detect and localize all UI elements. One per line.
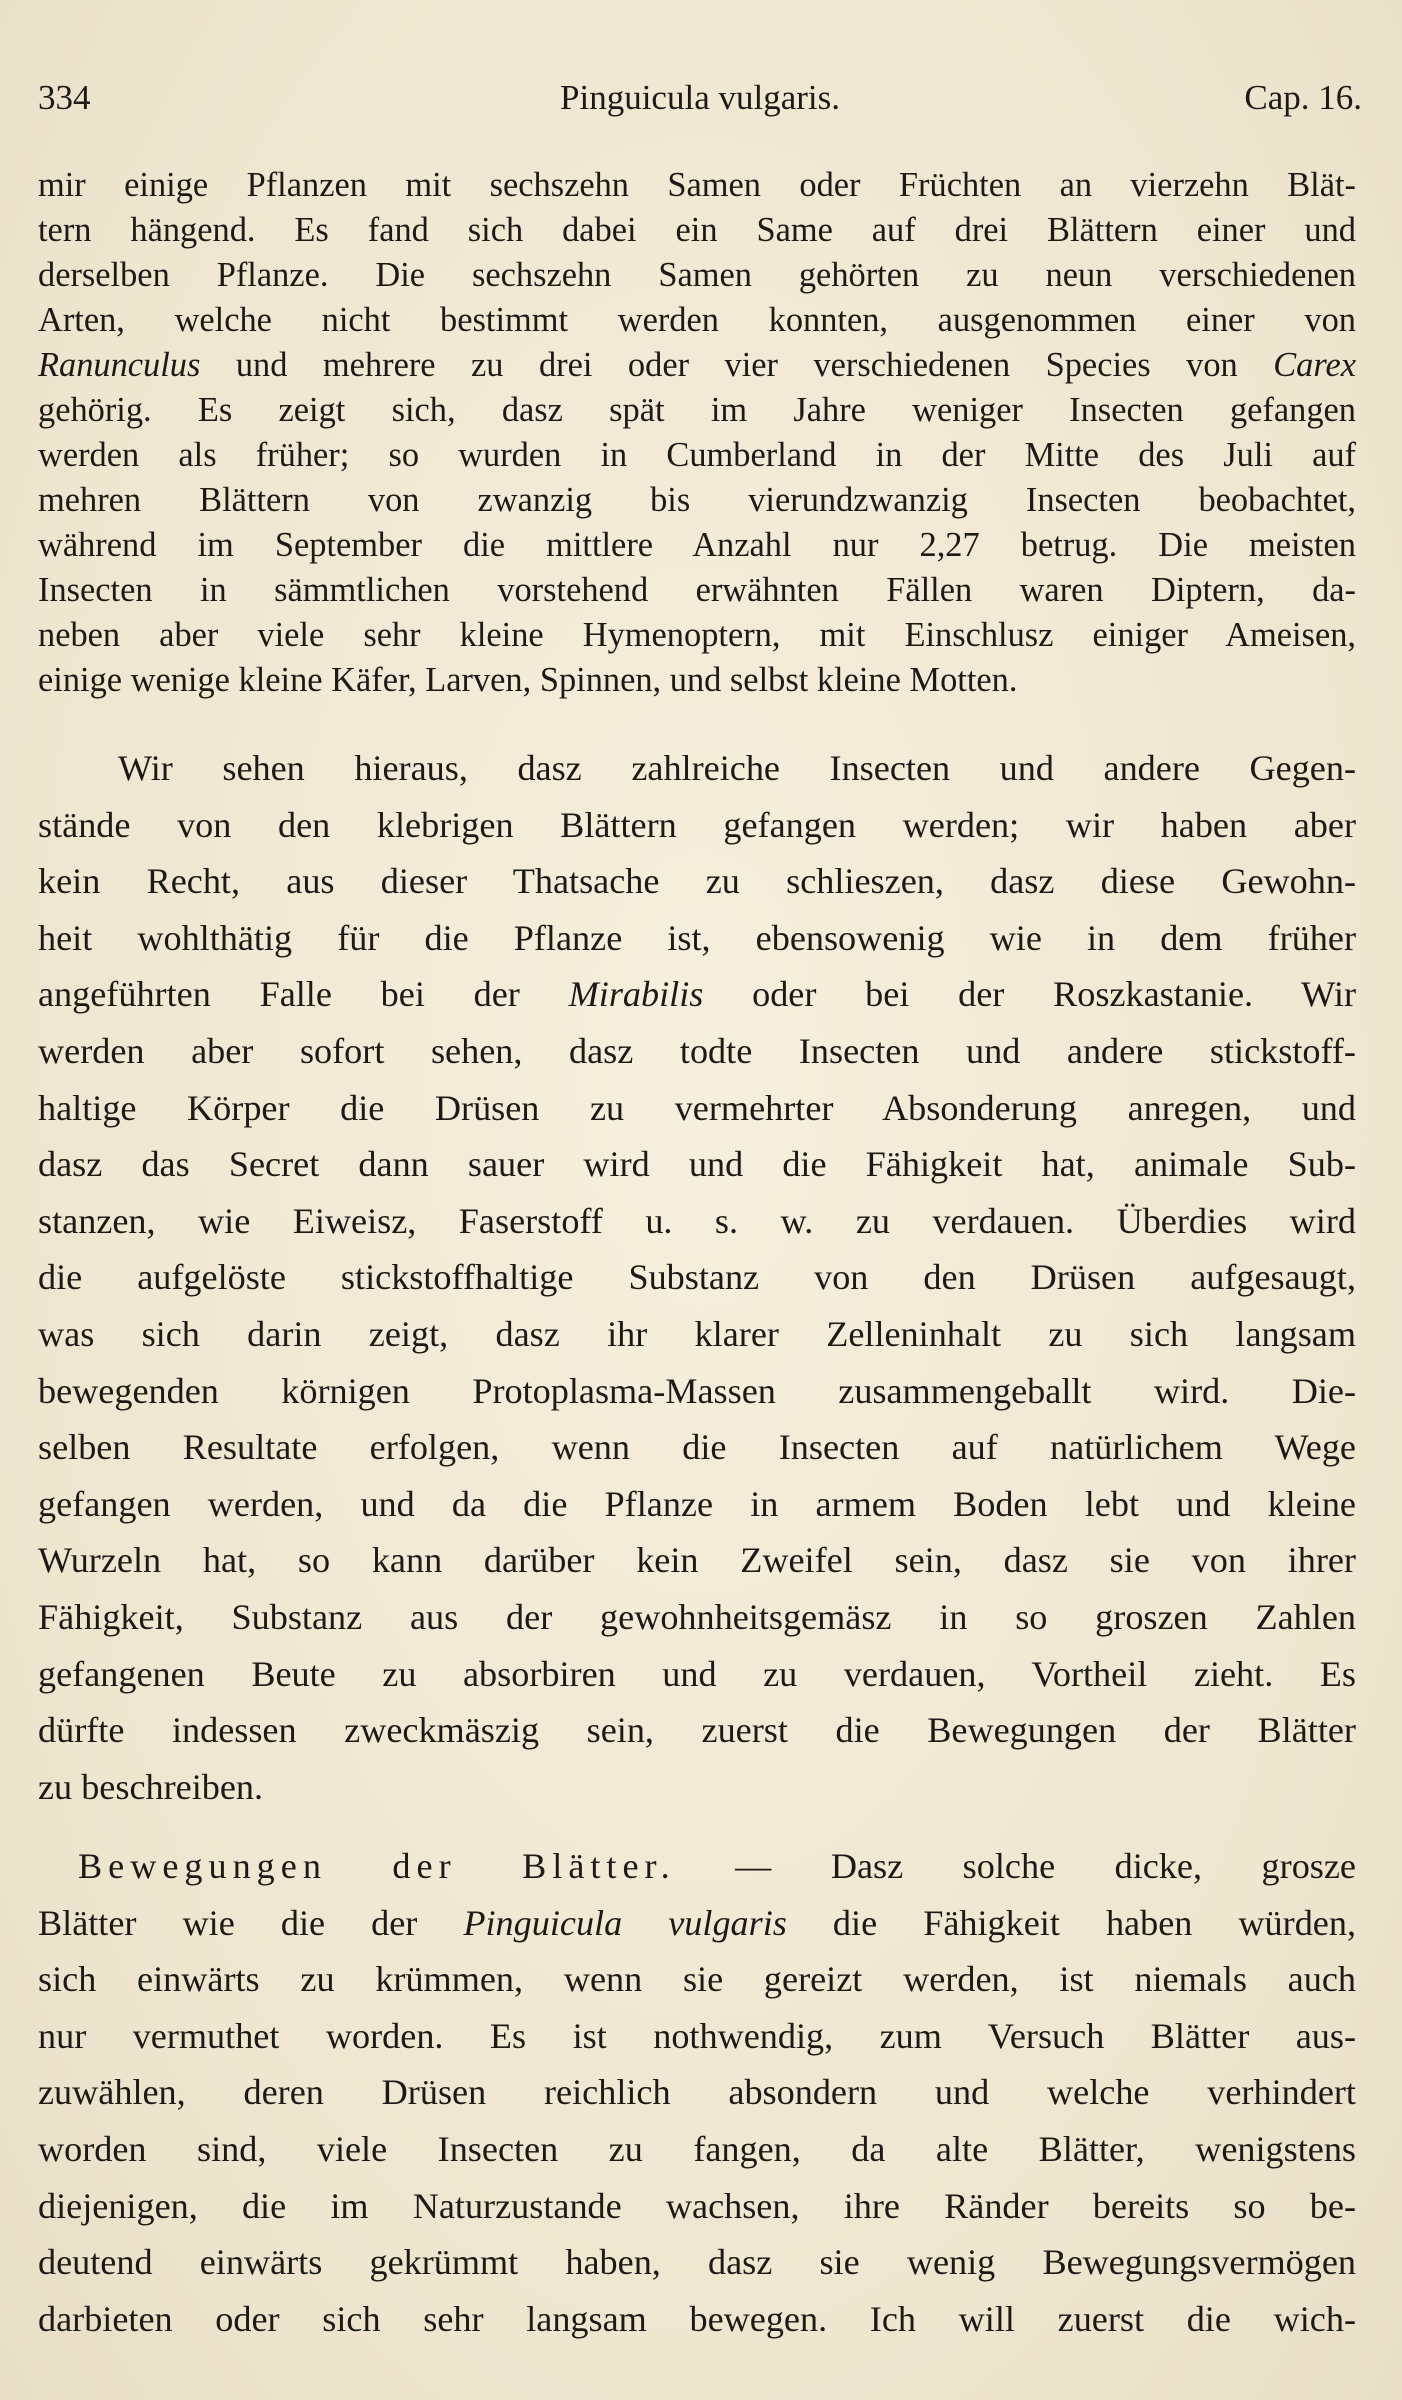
paragraph-3 [38, 1848, 1356, 2357]
paragraph-1 [38, 168, 1356, 708]
text-line: stände von den klebrigen Blättern gefangen werden; wir haben aber [38, 806, 1356, 845]
text-line: sich einwärts zu krümmen, wenn sie gereizt werden, ist niemals auch [38, 1961, 1356, 2000]
text-line: Wurzeln hat, so kann darüber kein Zweifel sein, dasz sie von ihrer [38, 1542, 1356, 1581]
italic-term: Ranunculus [38, 348, 201, 384]
text-line: werden aber sofort sehen, dasz todte Insecten und andere stickstoff- [38, 1032, 1356, 1071]
section-heading: Bewegungen der Blätter. [78, 1848, 676, 1886]
text-line: neben aber viele sehr kleine Hymenoptern, mit Einschlusz einiger Ameisen, [38, 618, 1356, 654]
text-line: Insecten in sämmtlichen vorstehend erwähnten Fällen waren Diptern, da- [38, 573, 1356, 609]
text-line: Arten, welche nicht bestimmt werden konnten, ausgenommen einer von [38, 303, 1356, 339]
text-line: werden als früher; so wurden in Cumberland in der Mitte des Juli auf [38, 438, 1356, 474]
text-line: mehren Blättern von zwanzig bis vierundzwanzig Insecten beobachtet, [38, 483, 1356, 519]
text-line: dasz das Secret dann sauer wird und die Fähigkeit hat, animale Sub- [38, 1146, 1356, 1185]
italic-term: Carex [1273, 348, 1356, 384]
text-line: worden sind, viele Insecten zu fangen, da alte Blätter, wenigstens [38, 2130, 1356, 2169]
text-line: nur vermuthet worden. Es ist nothwendig, zum Versuch Blätter aus- [38, 2017, 1356, 2056]
italic-term: Pinguicula vulgaris [463, 1904, 787, 1943]
text-line: haltige Körper die Drüsen zu vermehrter Absonderung anregen, und [38, 1089, 1356, 1128]
page-number: 334 [38, 78, 91, 117]
text-line: während im September die mittlere Anzahl nur 2,27 betrug. Die meisten [38, 528, 1356, 564]
text-line: selben Resultate erfolgen, wenn die Insecten auf natürlichem Wege [38, 1429, 1356, 1468]
text-line: deutend einwärts gekrümmt haben, dasz sie wenig Bewegungsvermögen [38, 2244, 1356, 2283]
italic-term: Mirabilis [568, 976, 704, 1015]
text-line: mir einige Pflanzen mit sechszehn Samen oder Früchten an vierzehn Blät- [38, 168, 1356, 204]
paragraph-2 [38, 750, 1356, 1825]
text-line: darbieten oder sich sehr langsam bewegen. Ich will zuerst die wich- [38, 2300, 1356, 2339]
text-line: die aufgelöste stickstoffhaltige Substanz von den Drüsen aufgesaugt, [38, 1259, 1356, 1298]
running-title: Pinguicula vulgaris. [560, 78, 840, 117]
text-line: gefangen werden, und da die Pflanze in armem Boden lebt und kleine [38, 1485, 1356, 1524]
text-line: derselben Pflanze. Die sechszehn Samen gehörten zu neun verschiedenen [38, 258, 1356, 294]
text-line: zuwählen, deren Drüsen reichlich absondern und welche verhindert [38, 2074, 1356, 2113]
text-line: Fähigkeit, Substanz aus der gewohnheitsgemäsz in so groszen Zahlen [38, 1598, 1356, 1637]
text-line: heit wohlthätig für die Pflanze ist, ebensowenig wie in dem früher [38, 919, 1356, 958]
text-line: Bewegungen der Blätter. — Dasz solche dicke, grosze [78, 1848, 1356, 1886]
text-line: stanzen, wie Eiweisz, Faserstoff u. s. w. zu verdauen. Überdies wird [38, 1202, 1356, 1241]
text-line: bewegenden körnigen Protoplasma-Massen zusammengeballt wird. Die- [38, 1372, 1356, 1411]
text-line: dürfte indessen zweckmäszig sein, zuerst die Bewegungen der Blätter [38, 1712, 1356, 1751]
text-line: gefangenen Beute zu absorbiren und zu verdauen, Vortheil zieht. Es [38, 1655, 1356, 1694]
text-line: Ranunculus und mehrere zu drei oder vier verschiedenen Species von Carex [38, 348, 1356, 384]
text-line: angeführten Falle bei der Mirabilis oder bei der Roszkastanie. Wir [38, 976, 1356, 1015]
text-line: Blätter wie die der Pinguicula vulgaris die Fähigkeit haben würden, [38, 1904, 1356, 1943]
text-line: Wir sehen hieraus, dasz zahlreiche Insecten und andere Gegen- [118, 750, 1356, 788]
text-line: gehörig. Es zeigt sich, dasz spät im Jahre weniger Insecten gefangen [38, 393, 1356, 429]
text-line: kein Recht, aus dieser Thatsache zu schlieszen, dasz diese Gewohn- [38, 863, 1356, 902]
text-line: einige wenige kleine Käfer, Larven, Spinnen, und selbst kleine Motten. [38, 663, 1018, 699]
text-line: zu beschreiben. [38, 1768, 264, 1807]
text-line: diejenigen, die im Naturzustande wachsen, ihre Ränder bereits so be- [38, 2187, 1356, 2226]
chapter-label: Cap. 16. [1244, 78, 1362, 117]
running-header [38, 78, 1362, 128]
text-line: tern hängend. Es fand sich dabei ein Same auf drei Blättern einer und [38, 213, 1356, 249]
text-line: was sich darin zeigt, dasz ihr klarer Zelleninhalt zu sich langsam [38, 1315, 1356, 1354]
body-text [38, 168, 1356, 2339]
